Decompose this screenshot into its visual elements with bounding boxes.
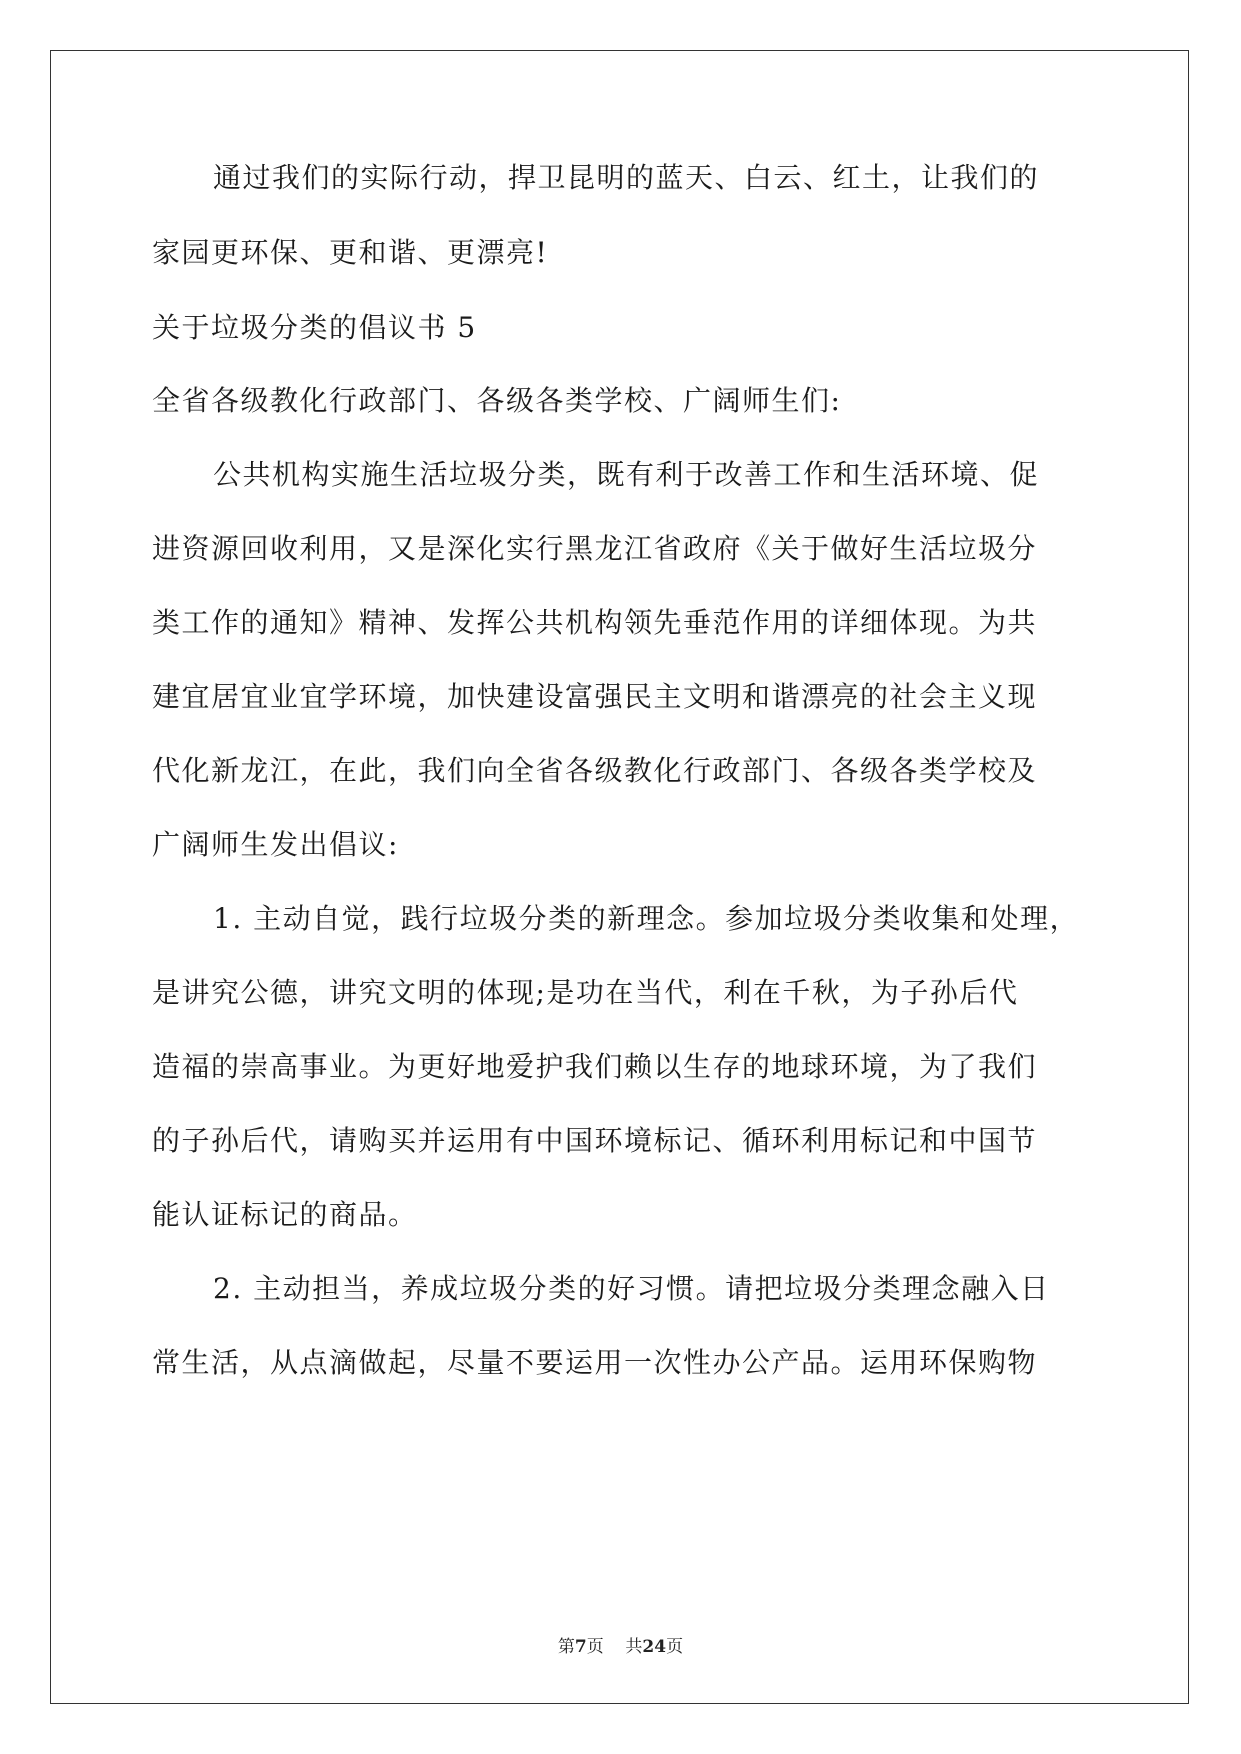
paragraph-line: 广阔师生发出倡议: bbox=[152, 828, 399, 861]
total-pages: 24 bbox=[642, 1637, 667, 1657]
paragraph-line: 进资源回收利用，又是深化实行黑龙江省政府《关于做好生活垃圾分 bbox=[152, 532, 1038, 565]
paragraph-line: 公共机构实施生活垃圾分类，既有利于改善工作和生活环境、促 bbox=[213, 458, 1040, 491]
page-number: 7 bbox=[574, 1637, 587, 1657]
paragraph-line: 的子孙后代，请购买并运用有中国环境标记、循环利用标记和中国节 bbox=[152, 1124, 1038, 1157]
paragraph-line: 造福的崇高事业。为更好地爱护我们赖以生存的地球环境，为了我们 bbox=[152, 1050, 1038, 1083]
paragraph-line: 常生活，从点滴做起，尽量不要运用一次性办公产品。运用环保购物 bbox=[152, 1346, 1038, 1379]
paragraph-line: 家园更环保、更和谐、更漂亮! bbox=[152, 236, 549, 269]
footer-total-suffix: 页 bbox=[666, 1637, 684, 1657]
paragraph-line: 代化新龙江，在此，我们向全省各级教化行政部门、各级各类学校及 bbox=[152, 754, 1038, 787]
salutation: 全省各级教化行政部门、各级各类学校、广阔师生们: bbox=[152, 384, 842, 417]
paragraph-line: 类工作的通知》精神、发挥公共机构领先垂范作用的详细体现。为共 bbox=[152, 606, 1038, 639]
paragraph-line: 1. 主动自觉，践行垃圾分类的新理念。参加垃圾分类收集和处理， bbox=[213, 902, 1080, 935]
paragraph-line: 是讲究公德，讲究文明的体现;是功在当代，利在千秋，为子孙后代 bbox=[152, 976, 1019, 1009]
page-footer bbox=[0, 1632, 1241, 1657]
footer-total-prefix: 共 bbox=[625, 1637, 643, 1657]
footer-page-suffix: 页 bbox=[586, 1637, 604, 1657]
paragraph-line: 通过我们的实际行动，捍卫昆明的蓝天、白云、红土，让我们的 bbox=[213, 161, 1040, 194]
footer-prefix: 第 bbox=[557, 1637, 575, 1657]
paragraph-line: 能认证标记的商品。 bbox=[152, 1198, 418, 1231]
page-border bbox=[50, 50, 1189, 1704]
section-heading: 关于垃圾分类的倡议书 5 bbox=[152, 311, 477, 344]
paragraph-line: 2. 主动担当，养成垃圾分类的好习惯。请把垃圾分类理念融入日 bbox=[213, 1272, 1050, 1305]
paragraph-line: 建宜居宜业宜学环境，加快建设富强民主文明和谐漂亮的社会主义现 bbox=[152, 680, 1038, 713]
